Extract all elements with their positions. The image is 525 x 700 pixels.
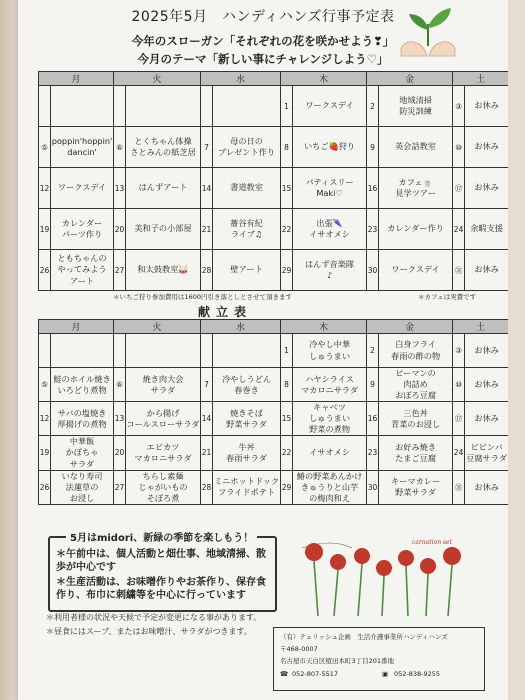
- schedule-cell: poppin'hoppin' dancin': [51, 127, 114, 168]
- day-number: 2: [367, 86, 379, 127]
- day-number: ③: [453, 86, 465, 127]
- day-number: 29: [281, 250, 293, 291]
- menu-cell: お休み: [465, 470, 509, 504]
- schedule-cell: [126, 86, 201, 127]
- day-number: [114, 86, 126, 127]
- day-number: [114, 334, 126, 368]
- schedule-row: [39, 86, 509, 127]
- menu-cell: 冷やし中華 しゅうまい: [293, 334, 367, 368]
- monthly-theme: 今月のテーマ「新しい事にチャレンジしよう♡」: [137, 52, 389, 66]
- day-number: 20: [114, 209, 126, 250]
- menu-cell: キーマカレー 野菜サラダ: [379, 470, 453, 504]
- schedule-cell: お休み: [465, 168, 509, 209]
- schedule-table: [38, 71, 509, 291]
- footnote-lunch: ＊昼食にはスープ、またはお味噌汁、サラダがつきます。: [46, 627, 252, 636]
- day-number: 22: [281, 436, 293, 470]
- schedule-cell: ワークスデイ: [379, 250, 453, 291]
- day-number: 13: [114, 168, 126, 209]
- schedule-row: [39, 250, 509, 291]
- menu-cell: サバの塩焼き 厚揚げの煮物: [51, 402, 114, 436]
- day-number: ⑰: [453, 402, 465, 436]
- fax-icon: ▣: [382, 670, 389, 678]
- schedule-cell: 英会話教室: [379, 127, 453, 168]
- menu-cell: ピーマンの 肉詰め おぼろ豆腐: [379, 368, 453, 402]
- schedule-cell: 書道教室: [213, 168, 281, 209]
- company-zip: 〒468-0007: [280, 645, 318, 653]
- day-number: 12: [39, 168, 51, 209]
- background-edge: [508, 0, 525, 700]
- menu-cell: お好み焼き たまご豆腐: [379, 436, 453, 470]
- day-number: 13: [114, 402, 126, 436]
- day-number: 8: [281, 127, 293, 168]
- schedule-cell: とくちゃん体操 さとみんの紙芝居: [126, 127, 201, 168]
- schedule-cell: お休み: [465, 127, 509, 168]
- schedule-cell: 余暇支援: [465, 209, 509, 250]
- schedule-cell: パティスリー Maki♡: [293, 168, 367, 209]
- menu-row: [39, 402, 509, 436]
- menu-title: 献立表: [198, 305, 253, 319]
- weekday-header: 木: [281, 72, 367, 86]
- schedule-cell: 母の日の プレゼント作り: [213, 127, 281, 168]
- schedule-cell: 美和子の小部屋: [126, 209, 201, 250]
- day-number: ⑩: [453, 368, 465, 402]
- weekday-header: 火: [114, 320, 201, 334]
- flowers-caption: carnation set: [412, 539, 453, 546]
- menu-cell: 中華飯 かぼちゃ サラダ: [51, 436, 114, 470]
- note-cafe: ＊カフェは実費です: [418, 293, 477, 301]
- day-number: 2: [367, 334, 379, 368]
- weekday-header: 土: [453, 320, 509, 334]
- menu-cell: から揚げ コールスローサラダ: [126, 402, 201, 436]
- schedule-cell: 和太鼓教室🥁: [126, 250, 201, 291]
- menu-cell: 焼きそば 野菜サラダ: [213, 402, 281, 436]
- day-number: 26: [39, 470, 51, 504]
- weekday-header: 火: [114, 72, 201, 86]
- day-number: 30: [367, 470, 379, 504]
- schedule-cell: 壁アート: [213, 250, 281, 291]
- day-number: 15: [281, 168, 293, 209]
- menu-cell: ビビンバ 豆腐サラダ: [465, 436, 509, 470]
- day-number: 28: [201, 470, 213, 504]
- schedule-cell: お休み: [465, 86, 509, 127]
- day-number: 12: [39, 402, 51, 436]
- company-fax: 052-838-9255: [394, 670, 441, 678]
- menu-cell: [213, 334, 281, 368]
- day-number: [201, 86, 213, 127]
- day-number: ㉛: [453, 250, 465, 291]
- menu-cell: 焼き肉大会 サラダ: [126, 368, 201, 402]
- day-number: 23: [367, 209, 379, 250]
- day-number: [39, 86, 51, 127]
- day-number: 9: [367, 368, 379, 402]
- schedule-cell: はんず音楽隊 ♪: [293, 250, 367, 291]
- day-number: 24: [453, 209, 465, 250]
- day-number: 19: [39, 436, 51, 470]
- menu-cell: お休み: [465, 368, 509, 402]
- menu-row: [39, 334, 509, 368]
- day-number: 14: [201, 402, 213, 436]
- schedule-row: [39, 168, 509, 209]
- day-number: 16: [367, 168, 379, 209]
- schedule-cell: 地域清掃 防災訓練: [379, 86, 453, 127]
- day-number: 20: [114, 436, 126, 470]
- day-number: 1: [281, 334, 293, 368]
- menu-cell: 白身フライ 春雨の酢の物: [379, 334, 453, 368]
- menu-cell: [51, 334, 114, 368]
- day-number: 9: [367, 127, 379, 168]
- info-production: ＊生産活動は、お味噌作りやお茶作り、保存食作り、布巾に刺繍等を中心に行っています: [56, 577, 266, 601]
- weekday-header: 水: [201, 72, 281, 86]
- day-number: 21: [201, 436, 213, 470]
- menu-cell: 牛丼 春雨サラダ: [213, 436, 281, 470]
- day-number: 7: [201, 127, 213, 168]
- menu-cell: 冷やしうどん 春巻き: [213, 368, 281, 402]
- schedule-header-row: [39, 72, 509, 86]
- menu-cell: 三色丼 青菜のお浸し: [379, 402, 453, 436]
- weekday-header: 水: [201, 320, 281, 334]
- day-number: 19: [39, 209, 51, 250]
- menu-cell: イサオメシ: [293, 436, 367, 470]
- day-number: 24: [453, 436, 465, 470]
- schedule-cell: [51, 86, 114, 127]
- menu-header-row: [39, 320, 509, 334]
- day-number: 15: [281, 402, 293, 436]
- menu-cell: エビカツ マカロニサラダ: [126, 436, 201, 470]
- schedule-cell: カレンダー作り: [379, 209, 453, 250]
- weekday-header: 月: [39, 320, 114, 334]
- day-number: ③: [453, 334, 465, 368]
- info-heading: 5月はmidori、新緑の季節を楽しもう！: [66, 529, 257, 544]
- day-number: 30: [367, 250, 379, 291]
- day-number: 21: [201, 209, 213, 250]
- schedule-cell: お休み: [465, 250, 509, 291]
- day-number: ⑥: [114, 127, 126, 168]
- schedule-sheet: [18, 0, 508, 700]
- day-number: 7: [201, 368, 213, 402]
- schedule-cell: 出張🌂 イサオメシ: [293, 209, 367, 250]
- schedule-cell: ワークスデイ: [51, 168, 114, 209]
- schedule-cell: カレンダー パーツ作り: [51, 209, 114, 250]
- day-number: 22: [281, 209, 293, 250]
- menu-row: [39, 436, 509, 470]
- menu-cell: お休み: [465, 402, 509, 436]
- schedule-cell: はんずアート: [126, 168, 201, 209]
- day-number: 16: [367, 402, 379, 436]
- schedule-cell: ともちゃんの やってみよう アート: [51, 250, 114, 291]
- slogan: 今年のスローガン「それぞれの花を咲かせよう❣」: [131, 34, 395, 48]
- menu-cell: いなり寿司 法蓮草の お浸し: [51, 470, 114, 504]
- info-morning: ＊午前中は、個人活動と畑仕事、地域清掃、散歩が中心です: [56, 549, 266, 573]
- note-strawberry-fee: ＊いちご狩り参加費用は1600円引き落としとさせて頂きます: [113, 293, 293, 301]
- day-number: 14: [201, 168, 213, 209]
- menu-cell: キャベツ しゅうまい 野菜の煮物: [293, 402, 367, 436]
- day-number: [39, 334, 51, 368]
- day-number: 23: [367, 436, 379, 470]
- weekday-header: 木: [281, 320, 367, 334]
- menu-cell: [126, 334, 201, 368]
- schedule-cell: [213, 86, 281, 127]
- menu-row: [39, 470, 509, 504]
- day-number: ⑰: [453, 168, 465, 209]
- menu-cell: ちらし素麺 じゃがいもの そぼろ煮: [126, 470, 201, 504]
- day-number: 27: [114, 470, 126, 504]
- schedule-cell: カフェ🍵 見学ツアー: [379, 168, 453, 209]
- menu-cell: ハヤシライス マカロニサラダ: [293, 368, 367, 402]
- menu-cell: ミニホットドック フライドポテト: [213, 470, 281, 504]
- page-title: 2025年5月 ハンディハンズ行事予定表: [131, 9, 395, 25]
- day-number: ⑤: [39, 368, 51, 402]
- footnote-change: ＊利用者様の状況や天候で予定が変更になる事があります。: [46, 613, 262, 622]
- day-number: ㉛: [453, 470, 465, 504]
- day-number: 8: [281, 368, 293, 402]
- day-number: 27: [114, 250, 126, 291]
- day-number: 1: [281, 86, 293, 127]
- day-number: 26: [39, 250, 51, 291]
- schedule-row: [39, 127, 509, 168]
- weekday-header: 金: [367, 72, 453, 86]
- menu-cell: 鰆の野菜あんかけ きゅうりと山芋 の梅肉和え: [293, 470, 367, 504]
- weekday-header: 土: [453, 72, 509, 86]
- menu-cell: お休み: [465, 334, 509, 368]
- company-address: 名古屋市天白区植田本町3丁目201番地: [280, 657, 395, 665]
- menu-cell: 鮭のホイル焼き いろどり煮物: [51, 368, 114, 402]
- menu-row: [39, 368, 509, 402]
- phone-icon: ☎: [280, 670, 289, 678]
- carnation-illustration: [292, 528, 482, 618]
- day-number: ⑤: [39, 127, 51, 168]
- day-number: ⑩: [453, 127, 465, 168]
- day-number: [201, 334, 213, 368]
- schedule-cell: 薔谷有紀 ライブ♫: [213, 209, 281, 250]
- company-name: （有）テェリッシュ企画 生活介護事業所ハンディハンズ: [280, 633, 448, 641]
- schedule-cell: いちご🍓狩り: [293, 127, 367, 168]
- desk-edge: [0, 0, 18, 700]
- menu-table: [38, 319, 509, 505]
- day-number: 28: [201, 250, 213, 291]
- day-number: 29: [281, 470, 293, 504]
- weekday-header: 月: [39, 72, 114, 86]
- company-info: [273, 627, 485, 691]
- schedule-cell: ワークスデイ: [293, 86, 367, 127]
- weekday-header: 金: [367, 320, 453, 334]
- company-tel: 052-807-5517: [292, 670, 339, 678]
- schedule-row: [39, 209, 509, 250]
- day-number: ⑥: [114, 368, 126, 402]
